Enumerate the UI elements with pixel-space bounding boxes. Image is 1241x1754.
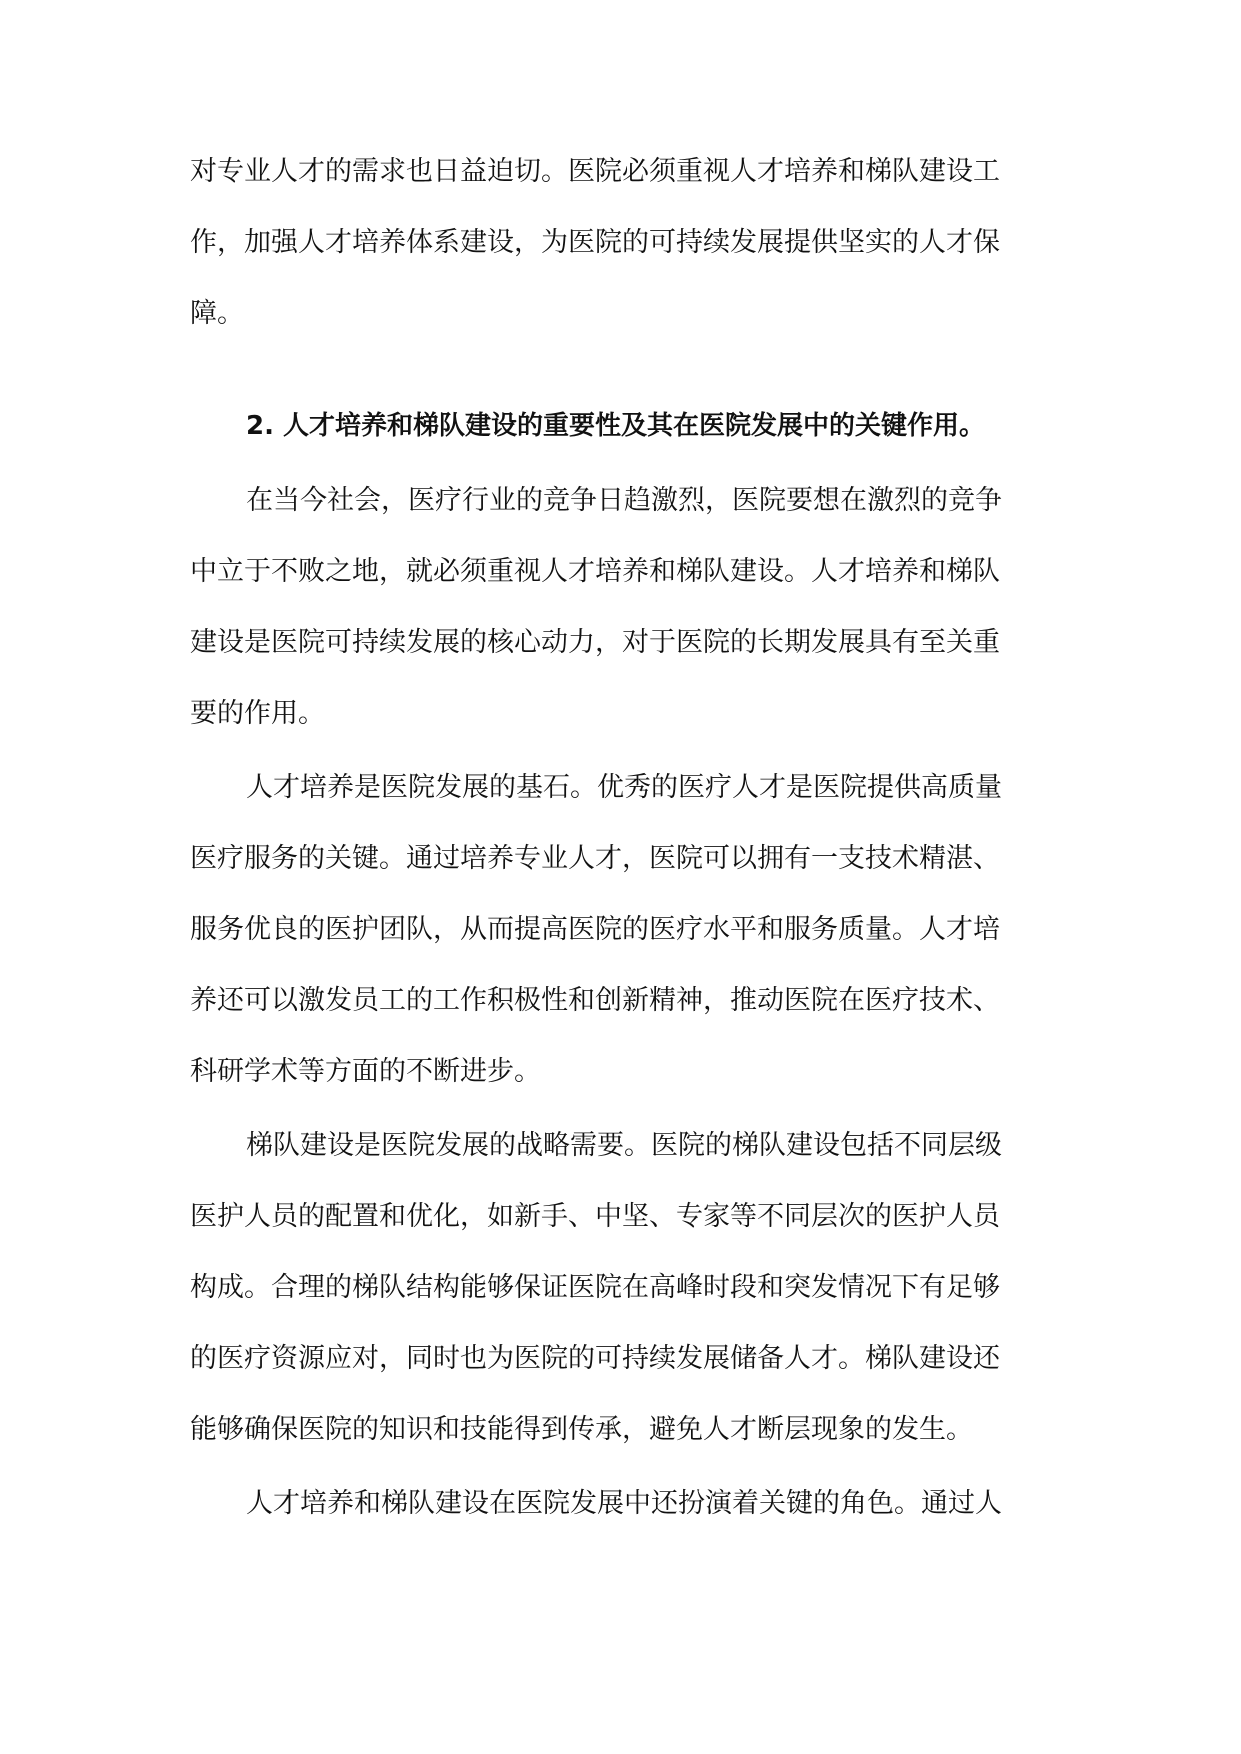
section-heading: 2. 人才培养和梯队建设的重要性及其在医院发展中的关键作用。 (246, 411, 986, 441)
text-line: 作，加强人才培养体系建设，为医院的可持续发展提供坚实的人才保 (190, 227, 1000, 258)
text-line: 养还可以激发员工的工作积极性和创新精神，推动医院在医疗技术、 (190, 985, 1000, 1016)
text-line: 科研学术等方面的不断进步。 (190, 1056, 541, 1087)
text-line: 服务优良的医护团队，从而提高医院的医疗水平和服务质量。人才培 (190, 914, 1000, 945)
text-line: 人才培养是医院发展的基石。优秀的医疗人才是医院提供高质量 (246, 772, 1002, 803)
text-line: 建设是医院可持续发展的核心动力，对于医院的长期发展具有至关重 (190, 627, 1000, 658)
text-line: 要的作用。 (190, 698, 325, 729)
text-line: 构成。合理的梯队结构能够保证医院在高峰时段和突发情况下有足够 (190, 1272, 1000, 1303)
text-line: 中立于不败之地，就必须重视人才培养和梯队建设。人才培养和梯队 (190, 556, 1000, 587)
text-line: 对专业人才的需求也日益迫切。医院必须重视人才培养和梯队建设工 (190, 156, 1000, 187)
text-line: 人才培养和梯队建设在医院发展中还扮演着关键的角色。通过人 (246, 1488, 1002, 1519)
text-line: 梯队建设是医院发展的战略需要。医院的梯队建设包括不同层级 (246, 1130, 1002, 1161)
text-line: 能够确保医院的知识和技能得到传承，避免人才断层现象的发生。 (190, 1414, 973, 1445)
text-line: 的医疗资源应对，同时也为医院的可持续发展储备人才。梯队建设还 (190, 1343, 1000, 1374)
text-line: 医疗服务的关键。通过培养专业人才，医院可以拥有一支技术精湛、 (190, 843, 1000, 874)
text-line: 在当今社会，医疗行业的竞争日趋激烈，医院要想在激烈的竞争 (246, 485, 1002, 516)
text-line: 障。 (190, 298, 244, 329)
text-line: 医护人员的配置和优化，如新手、中坚、专家等不同层次的医护人员 (190, 1201, 1000, 1232)
